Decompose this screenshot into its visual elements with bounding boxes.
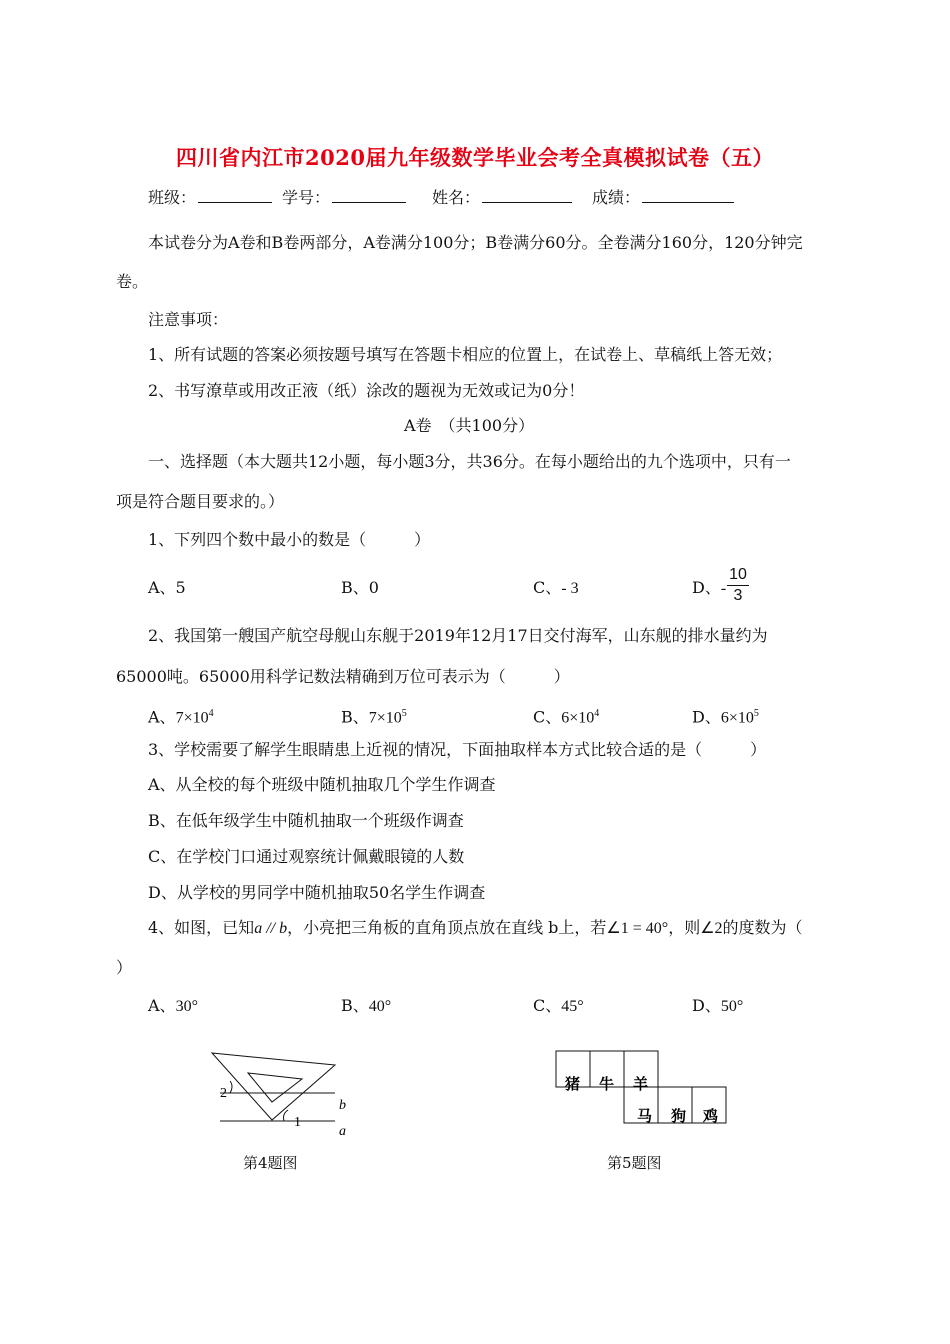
q4-stem-angle-2: ∠2 bbox=[700, 920, 723, 937]
name-label: 姓名： bbox=[432, 188, 481, 207]
q4-stem-part-1: 4、如图，已知 bbox=[148, 918, 255, 937]
q2-option-c bbox=[533, 704, 599, 728]
q2-option-d-base: 6×10 bbox=[720, 709, 754, 727]
q4-option-c bbox=[533, 996, 584, 1017]
intro-line-1: 本试卷分为A卷和B卷两部分，A卷满分100分；B卷满分60分。全卷满分160分，120分钟完 bbox=[148, 233, 803, 252]
q2-option-a bbox=[148, 704, 214, 728]
label-b: b bbox=[339, 1098, 346, 1113]
label-1: 1 bbox=[294, 1115, 301, 1130]
q4-option-d-label: D、 bbox=[692, 996, 721, 1015]
q2-option-a-exp: 4 bbox=[208, 708, 214, 719]
notice-item-2: 2、书写潦草或用改正液（纸）涂改的题视为无效或记为0分！ bbox=[148, 381, 585, 400]
q1-stem: 1、下列四个数中最小的数是（ ） bbox=[148, 530, 431, 549]
q4-option-a bbox=[148, 996, 198, 1017]
q2-option-c-label: C、 bbox=[533, 707, 562, 727]
class-field bbox=[148, 188, 272, 208]
angle-2-arc bbox=[230, 1081, 232, 1093]
q4-option-b-label: B、 bbox=[341, 996, 369, 1015]
q2-option-b-base: 7×10 bbox=[368, 709, 402, 727]
q2-option-d-exp: 5 bbox=[753, 708, 759, 719]
q4-stem-condition: a // b bbox=[254, 920, 288, 937]
fraction-bar bbox=[727, 585, 749, 586]
q1-option-a: A、5 bbox=[148, 578, 186, 597]
q2-option-c-base: 6×10 bbox=[561, 709, 595, 727]
q1-option-c-label: C、 bbox=[533, 578, 562, 597]
q4-stem-angle: ∠1 = 40° bbox=[606, 920, 669, 937]
q4-stem-part-2: ，小亮把三角板的直角顶点放在直线 b上，若 bbox=[287, 918, 607, 937]
q2-line-2: 65000吨。65000用科学记数法精确到万位可表示为（ ） bbox=[116, 667, 570, 686]
q4-option-c-value: 45° bbox=[561, 998, 584, 1015]
q3-option-d: D、从学校的男同学中随机抽取50名学生作调查 bbox=[148, 883, 486, 902]
part1-line-1: 一、选择题（本大题共12小题，每小题3分，共36分。在每小题给出的九个选项中，只有一 bbox=[148, 452, 791, 471]
q2-option-a-label: A、 bbox=[148, 707, 176, 727]
q1-option-c-value: - 3 bbox=[561, 580, 579, 597]
q3-stem: 3、学校需要了解学生眼睛患上近视的情况，下面抽取样本方式比较合适的是（ ） bbox=[148, 740, 767, 759]
class-blank bbox=[198, 188, 272, 203]
q1-option-d-label: D、 bbox=[692, 578, 721, 597]
q4-stem-part-4: 的度数为（ bbox=[722, 918, 803, 937]
net-cell-sheep: 羊 bbox=[633, 1075, 649, 1093]
notice-item-1: 1、所有试题的答案必须按题号填写在答题卡相应的位置上，在试卷上、草稿纸上答无效； bbox=[148, 345, 783, 364]
label-2: 2 bbox=[220, 1086, 227, 1101]
q2-option-b bbox=[341, 704, 407, 728]
net-cell-ox: 牛 bbox=[599, 1075, 615, 1093]
q1-option-c bbox=[533, 578, 579, 599]
figure-5-caption: 第5题图 bbox=[607, 1154, 662, 1172]
q3-option-b: B、在低年级学生中随机抽取一个班级作调查 bbox=[148, 811, 464, 830]
notice-heading: 注意事项： bbox=[148, 310, 229, 329]
q4-option-d bbox=[692, 996, 743, 1017]
label-a: a bbox=[339, 1124, 346, 1139]
q1-option-d-numerator: 10 bbox=[729, 566, 747, 583]
exam-title: 四川省内江市2020届九年级数学毕业会考全真模拟试卷（五） bbox=[176, 145, 774, 170]
q4-option-a-value: 30° bbox=[175, 998, 198, 1015]
q2-option-a-base: 7×10 bbox=[175, 709, 209, 727]
number-label: 学号： bbox=[282, 188, 331, 207]
q4-stem-part-3: ，则 bbox=[668, 918, 701, 937]
q1-option-b: B、0 bbox=[341, 578, 379, 597]
q4-option-a-label: A、 bbox=[148, 996, 176, 1015]
triangle-outer bbox=[212, 1053, 335, 1120]
name-blank bbox=[482, 188, 572, 203]
q4-stem-line-2: ） bbox=[116, 958, 133, 977]
q2-option-d bbox=[692, 704, 759, 728]
score-field bbox=[592, 188, 734, 208]
q1-option-d-denominator: 3 bbox=[733, 587, 743, 604]
triangle-inner bbox=[248, 1073, 302, 1102]
q1-option-d bbox=[692, 578, 726, 599]
section-a-heading: A卷 （共100分） bbox=[404, 416, 535, 435]
number-field bbox=[282, 188, 406, 208]
net-cell-pig: 猪 bbox=[565, 1075, 581, 1093]
intro-line-2: 卷。 bbox=[116, 272, 149, 291]
part1-line-2: 项是符合题目要求的。） bbox=[116, 492, 285, 511]
q2-option-d-label: D、 bbox=[692, 707, 721, 727]
number-blank bbox=[332, 188, 406, 203]
figure-4-diagram bbox=[210, 1045, 360, 1140]
q2-option-b-exp: 5 bbox=[401, 708, 407, 719]
net-cell-rooster: 鸡 bbox=[703, 1107, 719, 1125]
q3-option-a: A、从全校的每个班级中随机抽取几个学生作调查 bbox=[148, 775, 496, 794]
q1-option-d-fraction bbox=[727, 566, 749, 605]
q4-option-c-label: C、 bbox=[533, 996, 562, 1015]
figure-5-diagram bbox=[555, 1050, 735, 1130]
q2-option-c-exp: 4 bbox=[594, 708, 600, 719]
net-cell-horse: 马 bbox=[637, 1107, 653, 1125]
angle-1-arc bbox=[284, 1110, 289, 1121]
q2-line-1: 2、我国第一艘国产航空母舰山东舰于2019年12月17日交付海军，山东舰的排水量约为 bbox=[148, 626, 768, 645]
q3-option-c: C、在学校门口通过观察统计佩戴眼镜的人数 bbox=[148, 847, 465, 866]
q4-stem bbox=[148, 918, 803, 939]
q4-option-b-value: 40° bbox=[368, 998, 392, 1015]
score-blank bbox=[642, 188, 734, 203]
score-label: 成绩： bbox=[592, 188, 641, 207]
q1-option-d-sign: - bbox=[720, 580, 727, 597]
q4-option-b bbox=[341, 996, 391, 1017]
net-cell-dog: 狗 bbox=[671, 1107, 687, 1125]
q4-option-d-value: 50° bbox=[720, 998, 744, 1015]
q2-option-b-label: B、 bbox=[341, 707, 369, 727]
class-label: 班级： bbox=[148, 188, 197, 207]
figure-4-caption: 第4题图 bbox=[243, 1154, 298, 1172]
name-field bbox=[432, 188, 572, 208]
